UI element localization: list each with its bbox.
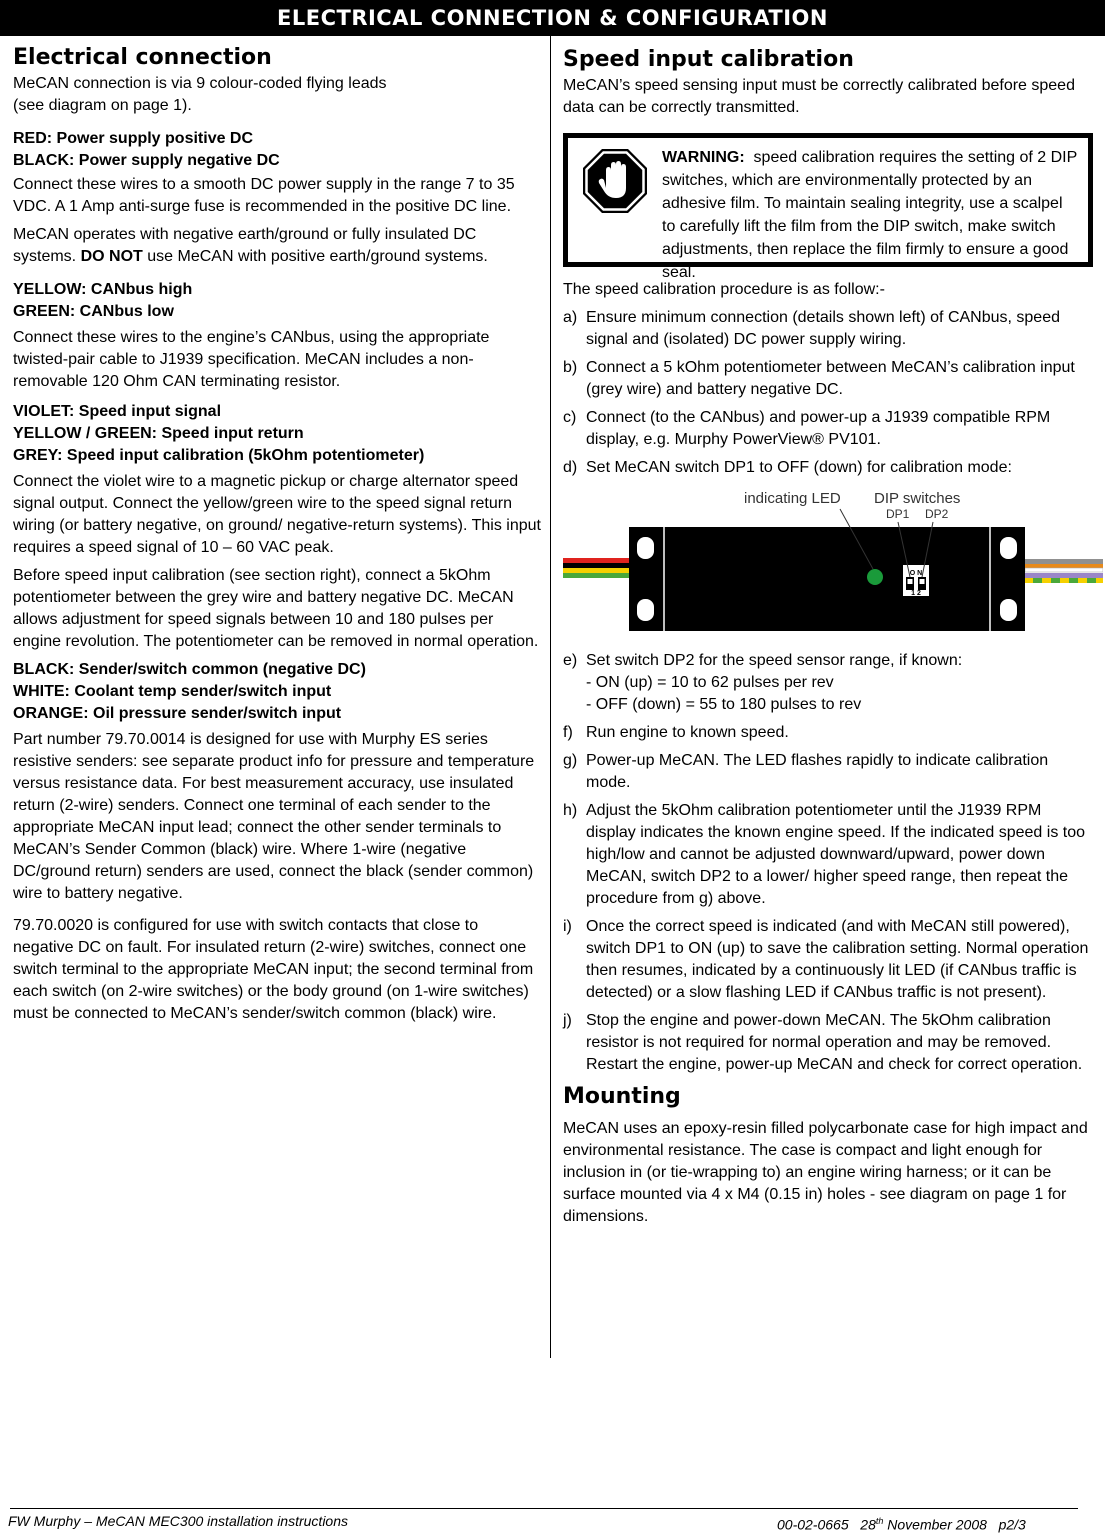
speed-label-violet: VIOLET: Speed input signal [13, 403, 222, 420]
step-subitem: - ON (up) = 10 to 62 pulses per rev [586, 674, 834, 691]
step-subitem: - OFF (down) = 55 to 180 pulses to rev [586, 696, 862, 713]
footer-document-title: FW Murphy – MeCAN MEC300 installation instructions [8, 1513, 349, 1529]
power-text: Connect these wires to a smooth DC power supply in the range 7 to 35 VDC. A 1 Amp anti-surge fuse is recommended in the positive DC line. [13, 176, 515, 215]
dp2-label: DP2 [925, 507, 949, 521]
red-wire [563, 558, 629, 563]
orange-wire [1025, 564, 1103, 568]
speed-text-1: Connect the violet wire to a magnetic pickup or charge alternator speed signal output. Connect the yellow/green wire to the speed signal return wiring (or battery negative, on ground/ negative-return systems). This input requires a speed signal of 10 – 60 VAC peak. [13, 473, 541, 556]
step-letter: b) [563, 359, 578, 376]
step-text: Power-up MeCAN. The LED flashes rapidly to indicate calibration mode. [586, 752, 1049, 791]
earth-text-a: MeCAN operates with negative earth/ground or fully insulated DC systems. [13, 226, 477, 265]
yellow-wire [563, 568, 629, 573]
footer-page-number: p2/3 [998, 1516, 1026, 1533]
calibration-intro: MeCAN’s speed sensing input must be correctly calibrated before speed data can be correctly transmitted. [563, 77, 1075, 116]
grey-wire [1025, 559, 1103, 564]
step-item [563, 750, 1093, 794]
step-item [563, 1010, 1093, 1076]
sender-label-black: BLACK: Sender/switch common (negative DC) [13, 661, 366, 678]
warning-label: WARNING: [662, 149, 745, 166]
can-text: Connect these wires to the engine’s CANbus, using the appropriate twisted-pair cable to J1939 specification. MeCAN includes a non-removable 120 Ohm CAN terminating resistor. [13, 329, 490, 390]
warning-text [662, 146, 1078, 281]
step-text: Ensure minimum connection (details shown left) of CANbus, speed signal and (isolated) DC power supply wiring. [586, 309, 1060, 348]
step-item [563, 800, 1093, 910]
speed-label-yellow-green: YELLOW / GREEN: Speed input return [13, 425, 304, 442]
step-letter: h) [563, 802, 578, 819]
mounting-hole [637, 537, 654, 559]
module-body [629, 527, 1025, 631]
footer-date-day: 28 [860, 1516, 876, 1533]
mounting-hole [1000, 599, 1017, 621]
step-letter: e) [563, 652, 578, 669]
mounting-heading: Mounting [563, 1084, 681, 1109]
do-not-emphasis: DO NOT [80, 248, 143, 265]
calibration-steps-b [563, 650, 1093, 1076]
step-text: Stop the engine and power-down MeCAN. The 5kOhm calibration resistor is not required for normal operation and may be removed. Restart the engine, power-up MeCAN and check for correct operation. [586, 1012, 1083, 1073]
intro-line-1: MeCAN connection is via 9 colour-coded flying leads [13, 75, 387, 92]
calibration-steps-a [563, 307, 1093, 479]
step-letter: c) [563, 409, 577, 426]
step-text: Adjust the 5kOhm calibration potentiometer until the J1939 RPM display indicates the known engine speed. If the indicated speed is too high/low and cannot be adjusted downward/upward, power down MeCAN, switch DP2 to a lower/ higher speed range, then repeat the procedure from g) above. [586, 802, 1085, 907]
sender-label-white: WHITE: Coolant temp sender/switch input [13, 683, 332, 700]
step-item [563, 916, 1093, 1004]
speed-text-2: Before speed input calibration (see section right), connect a 5kOhm potentiometer between the grey wire and battery negative DC. MeCAN allows adjustment for speed signals between 10 and 180 pulses per engine revolution. The potentiometer can be removed in normal operation. [13, 567, 539, 650]
step-text: Set switch DP2 for the speed sensor range, if known: [586, 652, 963, 669]
footer-rule [10, 1508, 1078, 1509]
mounting-text: MeCAN uses an epoxy-resin filled polycarbonate case for high impact and environmental resistance. The case is compact and light enough for inclusion in (or tie-wrapping to) an engine wiring harness; or it can be surface mounted via 4 x M4 (0.15 in) holes - see diagram on page 1 for dimensions. [563, 1120, 1088, 1225]
warning-body: speed calibration requires the setting of 2 DIP switches, which are environmentally protected by an adhesive film. To maintain sealing integrity, use a scalpel to carefully lift the film from the DIP switch, make switch adjustments, then replace the film firmly to ensure a good seal. [662, 149, 1077, 281]
power-label-black: BLACK: Power supply negative DC [13, 152, 280, 169]
column-divider [550, 36, 551, 1358]
mounting-hole [637, 599, 654, 621]
step-text: Once the correct speed is indicated (and with MeCAN still powered), switch DP1 to ON (up) to save the calibration setting. Normal operation then resumes, indicated by a continuously lit LED (if CANbus traffic is detected) or a slow flashing LED if CANbus traffic is not present). [586, 918, 1089, 1001]
step-letter: a) [563, 309, 578, 326]
earth-text [13, 224, 541, 268]
led-label: indicating LED [744, 490, 841, 507]
white-wire [1025, 568, 1103, 572]
step-item [563, 407, 1093, 451]
dip-on-label: O N [909, 570, 923, 577]
power-label-red: RED: Power supply positive DC [13, 130, 254, 147]
stop-hand-icon [568, 146, 662, 256]
step-item [563, 722, 1093, 744]
step-text: Connect a 5 kOhm potentiometer between MeCAN’s calibration input (grey wire) and battery negative DC. [586, 359, 1075, 398]
mecan-module-diagram [563, 485, 1093, 640]
right-column [563, 36, 1093, 1228]
dip-label: DIP switches [874, 490, 961, 507]
footer-date-suffix: th [875, 1516, 884, 1526]
step-letter: f) [563, 724, 573, 741]
step-text: Connect (to the CANbus) and power-up a J1939 compatible RPM display, e.g. Murphy PowerView® PV101. [586, 409, 1051, 448]
step-item [563, 307, 1093, 351]
sender-label-orange: ORANGE: Oil pressure sender/switch input [13, 705, 342, 722]
sender-text-2: 79.70.0020 is configured for use with switch contacts that close to negative DC on fault. For insulated return (2-wire) switches, connect one switch terminal to the appropriate MeCAN input; the second terminal from each switch (on 2-wire switches) or the body ground (on 1-wire switches) must be connected to MeCAN’s sender/switch common (black) wire. [13, 917, 534, 1022]
yellow-green-wire [1025, 578, 1103, 583]
indicating-led [867, 569, 883, 585]
step-letter: i) [563, 918, 572, 935]
violet-wire [1025, 573, 1103, 578]
can-label-yellow: YELLOW: CANbus high [13, 281, 193, 298]
intro-line-2: (see diagram on page 1). [13, 97, 192, 114]
electrical-connection-heading: Electrical connection [13, 45, 272, 70]
step-letter: d) [563, 459, 578, 476]
earth-text-c: use MeCAN with positive earth/ground systems. [147, 248, 488, 265]
step-text: Set MeCAN switch DP1 to OFF (down) for calibration mode: [586, 459, 1012, 476]
page-banner: ELECTRICAL CONNECTION & CONFIGURATION [0, 0, 1105, 36]
black-wire [563, 563, 629, 568]
sender-text-1: Part number 79.70.0014 is designed for use with Murphy ES series resistive senders: see separate product info for pressure and temperature versus resistance data. For best measurement accuracy, use insulated return (2-wire) senders. Connect one terminal of each sender to the appropriate MeCAN input lead; connect the other sender terminals to MeCAN’s Sender Common (black) wire. Where 1-wire (negative DC/ground return) senders are used, connect the black (sender common) wire to battery negative. [13, 731, 535, 902]
step-text: Run engine to known speed. [586, 724, 789, 741]
step-item [563, 357, 1093, 401]
step-letter: g) [563, 752, 578, 769]
speed-label-grey: GREY: Speed input calibration (5kOhm potentiometer) [13, 447, 425, 464]
speed-calibration-heading: Speed input calibration [563, 47, 854, 72]
footer-reference [777, 1512, 1026, 1534]
mounting-hole [1000, 537, 1017, 559]
dip-number-label: 1 2 [911, 590, 921, 597]
warning-box [563, 133, 1093, 281]
step-letter: j) [563, 1012, 572, 1029]
left-column [13, 36, 541, 1025]
can-label-green: GREEN: CANbus low [13, 303, 174, 320]
procedure-intro: The speed calibration procedure is as follow:- [563, 281, 885, 298]
step-item [563, 650, 1093, 716]
green-wire [563, 573, 629, 578]
dp1-label: DP1 [886, 507, 910, 521]
footer-doc-number: 00-02-0665 [777, 1516, 849, 1533]
step-item [563, 457, 1093, 479]
footer-date: November 2008 [887, 1516, 987, 1533]
